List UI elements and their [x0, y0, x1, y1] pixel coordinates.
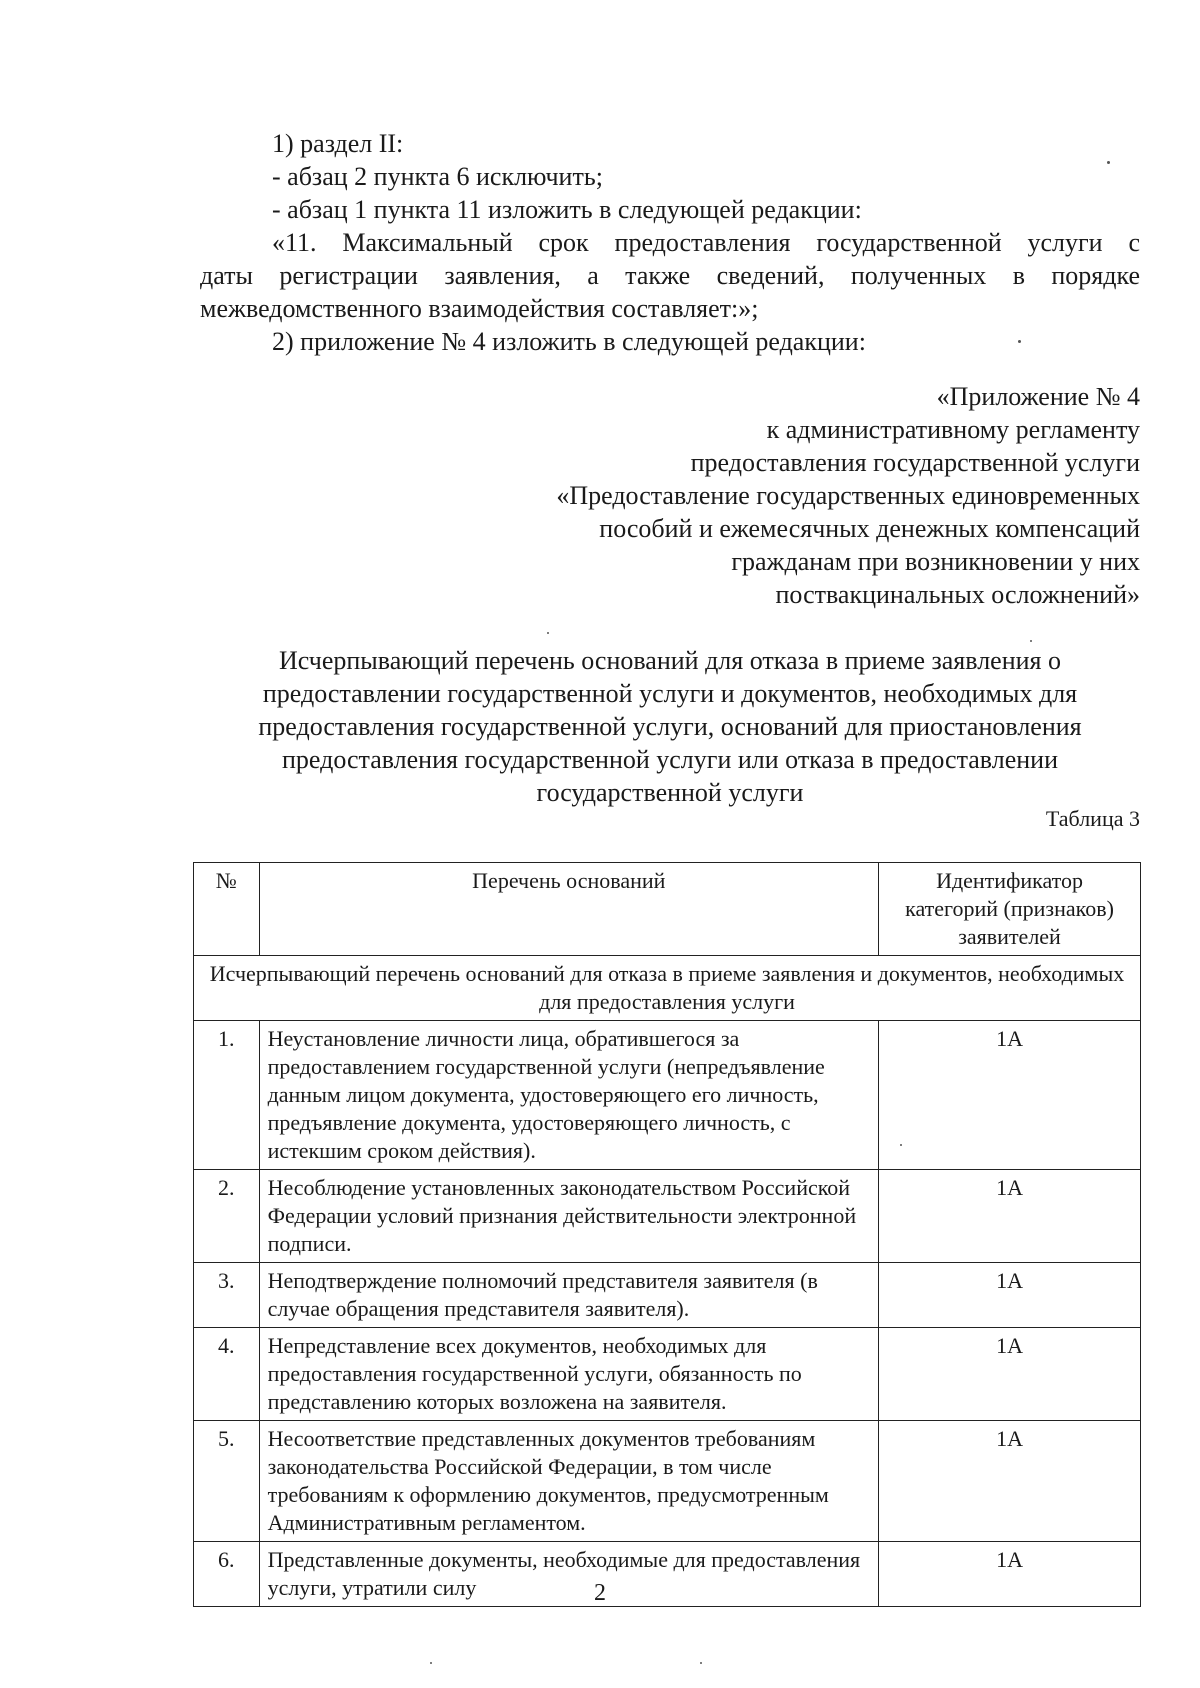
row-id: 1А [879, 1542, 1141, 1607]
appendix-header [380, 380, 1140, 611]
amendment-line: 1) раздел II: [272, 129, 404, 158]
table-header-row [194, 863, 1141, 956]
scan-speck [900, 1144, 902, 1146]
row-id: 1А [879, 1263, 1141, 1328]
row-num: 4. [194, 1328, 260, 1421]
appendix-line: гражданам при возникновении у них [731, 547, 1140, 576]
amendment-line: - абзац 2 пункта 6 исключить; [272, 162, 603, 191]
amendments-block [200, 127, 1140, 358]
appendix-line: «Приложение № 4 [936, 382, 1140, 411]
table-row [194, 1421, 1141, 1542]
row-num: 6. [194, 1542, 260, 1607]
heading-line: предоставления государственной услуги, оснований для приостановления [258, 712, 1082, 741]
header-reasons: Перечень оснований [259, 863, 879, 956]
row-num: 2. [194, 1170, 260, 1263]
amendment-quote-line: межведомственного взаимодействия составляет:»; [200, 294, 759, 323]
appendix-line: пособий и ежемесячных денежных компенсаций [599, 514, 1140, 543]
section-title-cell: Исчерпывающий перечень оснований для отказа в приеме заявления и документов, необходимых для предоставления услуги [194, 956, 1141, 1021]
table-row [194, 1021, 1141, 1170]
row-num: 5. [194, 1421, 260, 1542]
row-text: Неустановление личности лица, обратившегося за предоставлением государственной услуги (непредъявление данным лицом документа, удостоверяющего его личность, предъявление документа, удостоверяющего личность, с истекшим сроком действия). [259, 1021, 879, 1170]
appendix-line: к административному регламенту [766, 415, 1140, 444]
row-id: 1А [879, 1421, 1141, 1542]
scan-speck [1018, 340, 1021, 343]
page-number: 2 [594, 1580, 606, 1606]
row-text: Представленные документы, необходимые для предоставления услуги, утратили силу [259, 1542, 879, 1607]
header-num: № [194, 863, 260, 956]
row-num: 1. [194, 1021, 260, 1170]
table-row [194, 1328, 1141, 1421]
table-row [194, 1170, 1141, 1263]
section-heading [180, 644, 1160, 809]
table-row [194, 1263, 1141, 1328]
heading-line: государственной услуги [536, 778, 804, 807]
appendix-line: предоставления государственной услуги [690, 448, 1140, 477]
amendment-quote-line: даты регистрации заявления, а также сведений, полученных в порядке [200, 261, 1140, 290]
scan-speck [430, 1662, 432, 1664]
heading-line: Исчерпывающий перечень оснований для отказа в приеме заявления о [278, 646, 1061, 675]
scan-speck [1107, 161, 1110, 164]
table-section-row [194, 956, 1141, 1021]
row-text: Несоблюдение установленных законодательством Российской Федерации условий признания действительности электронной подписи. [259, 1170, 879, 1263]
heading-line: предоставления государственной услуги или отказа в предоставлении [281, 745, 1058, 774]
grounds-table [193, 862, 1141, 1607]
heading-line: предоставлении государственной услуги и документов, необходимых для [262, 679, 1078, 708]
row-id: 1А [879, 1328, 1141, 1421]
row-text: Неподтверждение полномочий представителя заявителя (в случае обращения представителя заявителя). [259, 1263, 879, 1328]
amendment-line: - абзац 1 пункта 11 изложить в следующей редакции: [272, 195, 862, 224]
row-text: Несоответствие представленных документов требованиям законодательства Российской Федерации, в том числе требованиям к оформлению документов, предусмотренным Административным регламентом. [259, 1421, 879, 1542]
scan-speck [547, 632, 549, 634]
appendix-line: «Предоставление государственных единовременных [556, 481, 1140, 510]
header-identifier: Идентификатор категорий (признаков) заявителей [879, 863, 1141, 956]
row-id: 1А [879, 1170, 1141, 1263]
scan-speck [1030, 640, 1032, 642]
row-num: 3. [194, 1263, 260, 1328]
scan-speck [700, 1662, 702, 1664]
amendment-quote-line: «11. Максимальный срок предоставления государственной услуги с [272, 228, 1140, 257]
table-label: Таблица 3 [1045, 806, 1140, 831]
appendix-line: поствакцинальных осложнений» [775, 580, 1140, 609]
amendment-line: 2) приложение № 4 изложить в следующей редакции: [272, 327, 866, 356]
row-id: 1А [879, 1021, 1141, 1170]
row-text: Непредставление всех документов, необходимых для предоставления государственной услуги, обязанность по представлению которых возложена на заявителя. [259, 1328, 879, 1421]
